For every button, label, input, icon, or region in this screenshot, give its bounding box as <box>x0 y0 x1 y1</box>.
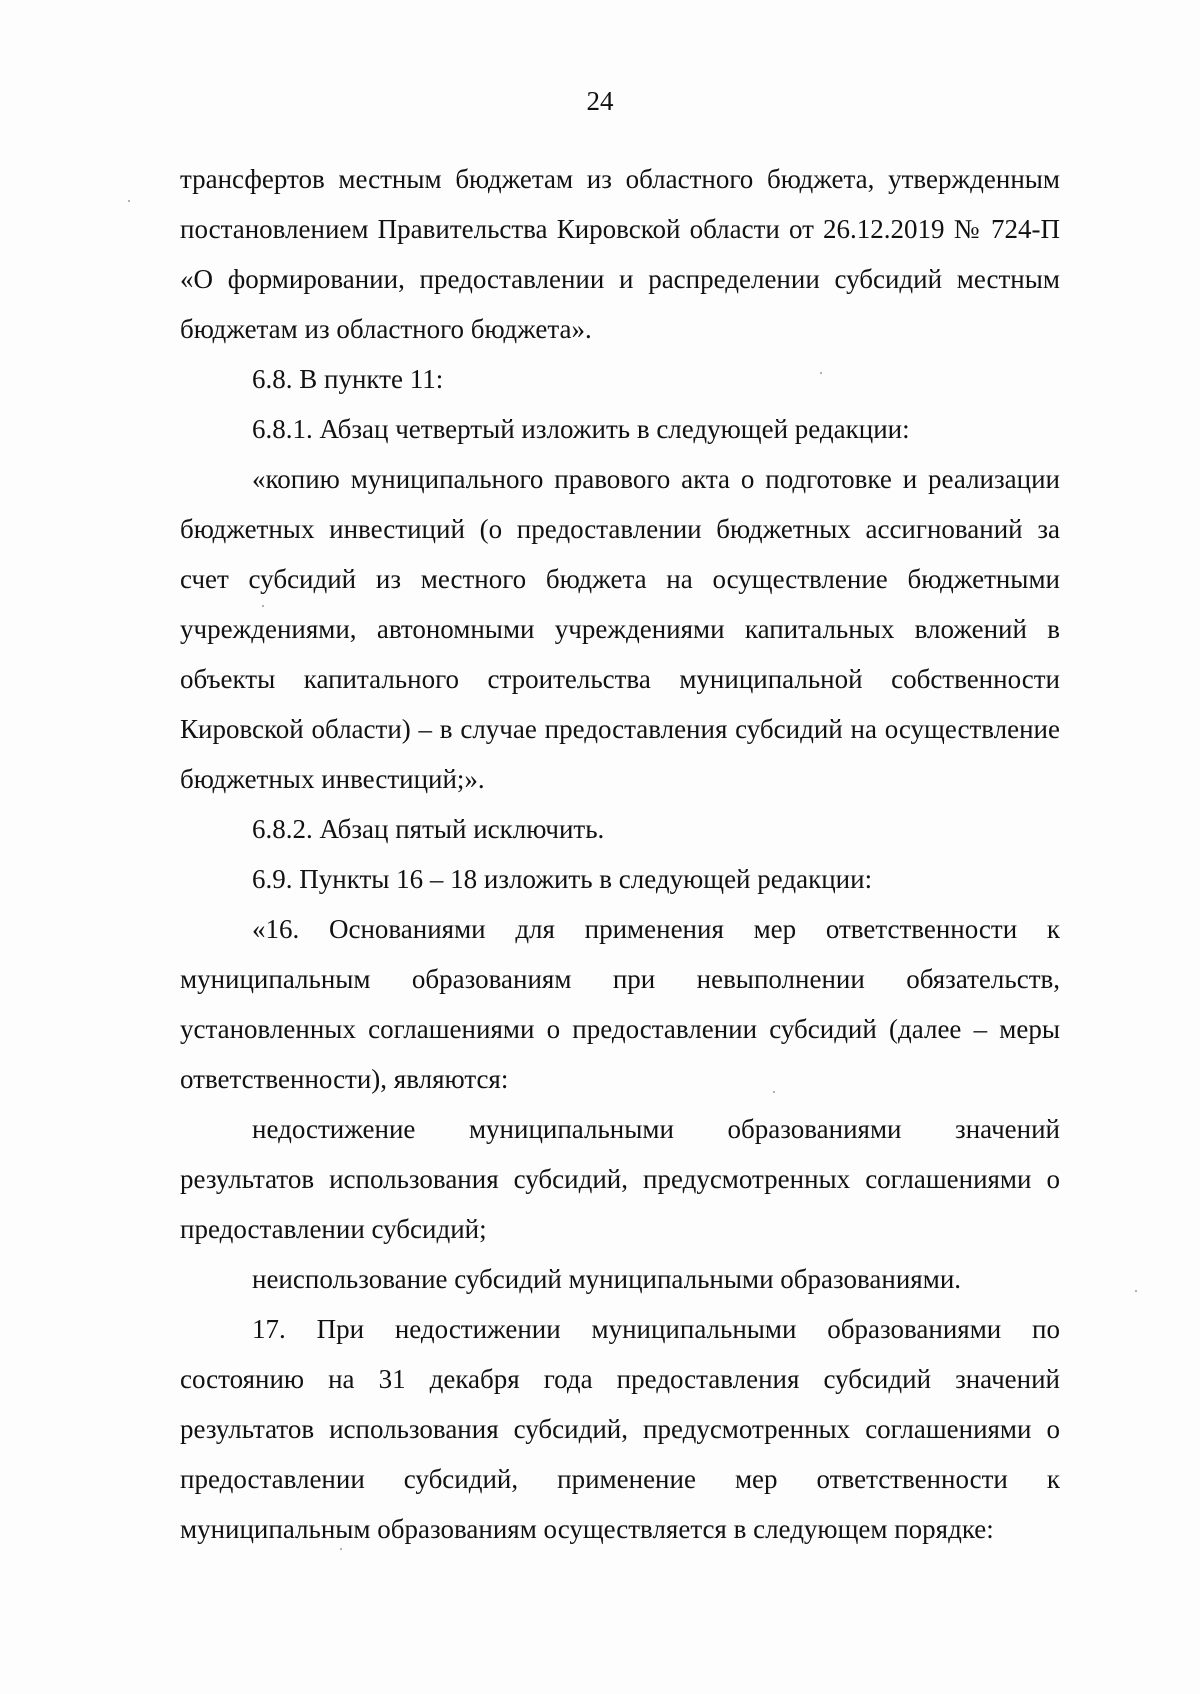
paragraph-16-grounds: «16. Основаниями для применения мер ответственности к муниципальным образованиям при невыполнении обязательств, установленных соглашениями о предоставлении субсидий (далее – меры ответственности), являются: <box>180 914 1060 1094</box>
paragraph-6-9: 6.9. Пункты 16 – 18 изложить в следующей редакции: <box>252 864 873 894</box>
scan-speck <box>820 372 822 374</box>
scan-speck <box>1135 1290 1137 1292</box>
paragraph-quoted-copy-act: «копию муниципального правового акта о подготовке и реализации бюджетных инвестиций (о предоставлении бюджетных ассигнований за счет субсидий из местного бюджета на осуществление бюджетными учреждениями, автономными учреждениями капитальных вложений в объекты капитального строительства муниципальной собственности Кировской области) – в случае предоставления субсидий на осуществление бюджетных инвестиций;». <box>180 464 1060 794</box>
scan-speck <box>340 1548 342 1550</box>
document-body <box>180 154 1060 1554</box>
page-number: 24 <box>586 86 614 116</box>
paragraph-6-8: 6.8. В пункте 11: <box>252 364 444 394</box>
paragraph-non-achievement: недостижение муниципальными образованиями значений результатов использования субсидий, предусмотренных соглашениями о предоставлении субсидий; <box>180 1114 1060 1244</box>
paragraph-6-8-1: 6.8.1. Абзац четвертый изложить в следующей редакции: <box>252 414 910 444</box>
scan-speck <box>128 200 130 202</box>
paragraph-17: 17. При недостижении муниципальными образованиями по состоянию на 31 декабря года предоставления субсидий значений результатов использования субсидий, предусмотренных соглашениями о предоставлении субсидий, применение мер ответственности к муниципальным образованиям осуществляется в следующем порядке: <box>180 1314 1060 1544</box>
paragraph-6-8-2: 6.8.2. Абзац пятый исключить. <box>252 814 605 844</box>
scan-speck <box>262 605 264 607</box>
paragraph-non-use: неиспользование субсидий муниципальными образованиями. <box>252 1264 962 1294</box>
paragraph-transfers-continuation: трансфертов местным бюджетам из областного бюджета, утвержденным постановлением Правительства Кировской области от 26.12.2019 № 724-П «О формировании, предоставлении и распределении субсидий местным бюджетам из областного бюджета». <box>180 164 1060 344</box>
scan-speck <box>773 1091 775 1093</box>
